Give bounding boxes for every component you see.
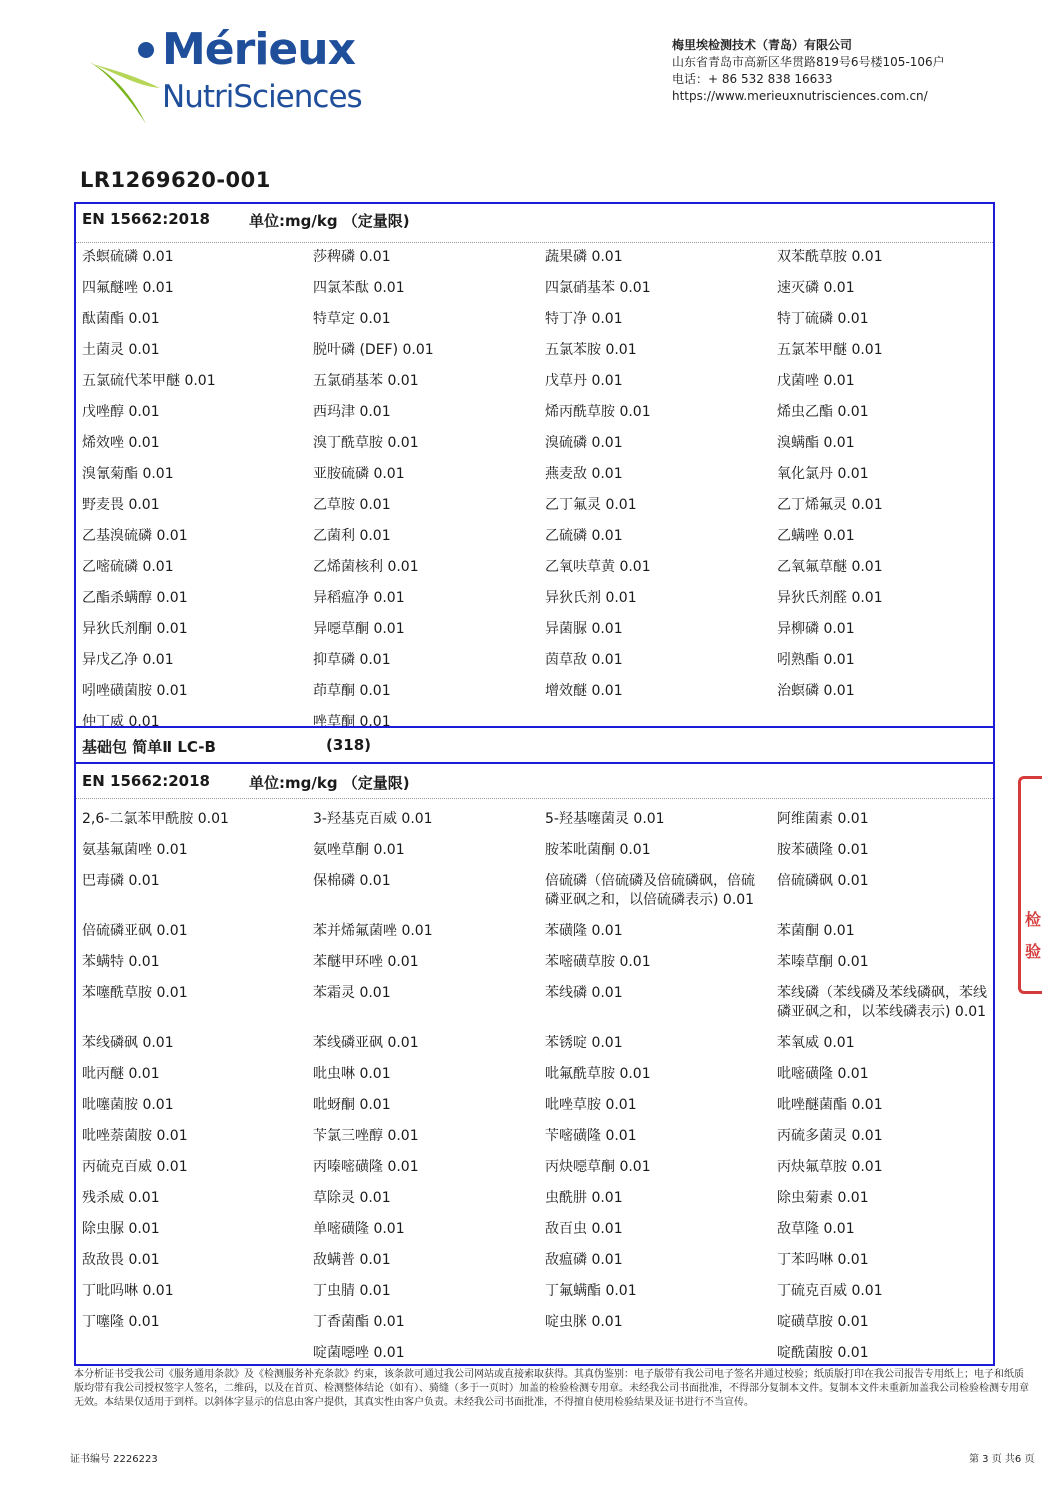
dotted-divider [76,798,993,799]
divider [76,726,993,728]
table-cell: 丁噻隆 0.01 [82,1314,160,1330]
disclaimer: 本分析证书受我公司《服务通用条款》及《检测服务补充条款》约束，该条款可通过我公司网站或直接索取获得。其真伪鉴别：电子版带有我公司电子签名并通过校验；纸质版打印在我公司报告专用纸上；电子和纸质版均带有我公司授权签字人签名，二维码，以及在首页、检测整体结论（如有）、骑缝（多于一页时）加盖的检验检测专用章。未经我公司书面批准，不得部分复制本文件。复制本文件未重新加盖我公司检验检测专用章无效。本结果仅适用于到样。以斜体字显示的信息由客户提供，其真实性由客户负责。未经我公司书面批准，不得擅自使用检验结果及证书进行不当宣传。 [74,1369,1029,1408]
table-cell: 特丁净 0.01 [545,311,623,327]
table-cell: 倍硫磷（倍硫磷及倍硫磷砜，倍硫磷亚砜之和，以倍硫磷表示) 0.01 [545,873,755,908]
table-cell [539,1340,771,1371]
table-cell: 巴毒磷 0.01 [82,873,160,889]
table-cell: 仲丁威 0.01 [82,714,160,730]
table-cell: 吡噻菌胺 0.01 [82,1097,174,1113]
table-cell: 丁氟螨酯 0.01 [545,1283,637,1299]
table-cell: 西玛津 0.01 [313,404,391,420]
table-cell: 溴氰菊酯 0.01 [82,466,174,482]
table-cell: 丙硫克百威 0.01 [82,1159,188,1175]
table-cell: 乙螨唑 0.01 [777,528,855,544]
table-cell: 五氯硝基苯 0.01 [313,373,419,389]
divider [76,762,993,764]
table-row [76,368,993,399]
table-cell: 苯氧威 0.01 [777,1035,855,1051]
table-cell: 乙基溴硫磷 0.01 [82,528,188,544]
table-cell: 溴硫磷 0.01 [545,435,623,451]
table-row [76,523,993,554]
table-row [76,647,993,678]
table-cell: 五氯苯甲醚 0.01 [777,342,883,358]
table-cell: 倍硫磷砜 0.01 [777,873,869,889]
table-cell: 乙氧氟草醚 0.01 [777,559,883,575]
table-cell: 燕麦敌 0.01 [545,466,623,482]
table-cell: 吲熟酯 0.01 [777,652,855,668]
table-cell: 虫酰肼 0.01 [545,1190,623,1206]
table-cell: 丙硫多菌灵 0.01 [777,1128,883,1144]
table-cell: 异稻瘟净 0.01 [313,590,405,606]
table-cell: 茚草酮 0.01 [313,683,391,699]
table-cell: 胺苯吡菌酮 0.01 [545,842,651,858]
table-cell: 烯效唑 0.01 [82,435,160,451]
table-cell: 草除灵 0.01 [313,1190,391,1206]
table-row [76,980,993,1030]
table-cell: 阿维菌素 0.01 [777,811,869,827]
table-cell: 双苯酰草胺 0.01 [777,249,883,265]
table-cell: 茵草敌 0.01 [545,652,623,668]
standard-label: EN 15662:2018 [82,772,210,790]
table-cell: 乙硫磷 0.01 [545,528,623,544]
table-cell: 异噁草酮 0.01 [313,621,405,637]
table-row [76,430,993,461]
certificate-number: 证书编号 2226223 [70,1454,158,1465]
table-cell: 异狄氏剂醛 0.01 [777,590,883,606]
table-row [76,1278,993,1309]
table-row [76,1154,993,1185]
table-cell: 酞菌酯 0.01 [82,311,160,327]
table-row [76,554,993,585]
table-cell: 溴螨酯 0.01 [777,435,855,451]
company-name: 梅里埃检测技术（青岛）有限公司 [672,38,853,52]
table-cell: 苯线磷 0.01 [545,985,623,1001]
section2-header [76,766,993,796]
brand-name: Mérieux [162,24,355,75]
table-cell: 异菌脲 0.01 [545,621,623,637]
table-cell: 唑草酮 0.01 [313,714,391,730]
table-cell: 啶菌噁唑 0.01 [313,1345,405,1361]
brand-subname: NutriSciences [162,79,362,115]
table-cell: 异柳磷 0.01 [777,621,855,637]
table-cell: 丁吡吗啉 0.01 [82,1283,174,1299]
table-cell: 乙草胺 0.01 [313,497,391,513]
package-row [76,730,993,762]
table-cell: 2,6-二氯苯甲酰胺 0.01 [82,811,229,827]
table-cell: 丙嗪嘧磺隆 0.01 [313,1159,419,1175]
table-cell: 吡虫啉 0.01 [313,1066,391,1082]
company-website[interactable]: https://www.merieuxnutrisciences.com.cn/ [672,89,928,103]
table-row [76,616,993,647]
table-cell: 土菌灵 0.01 [82,342,160,358]
table-row [76,275,993,306]
table-cell: 吡氟酰草胺 0.01 [545,1066,651,1082]
table-cell: 莎稗磷 0.01 [313,249,391,265]
table-cell: 敌敌畏 0.01 [82,1252,160,1268]
table-row [76,337,993,368]
table-cell: 苯磺隆 0.01 [545,923,623,939]
table-row [76,399,993,430]
table-cell: 蔬果磷 0.01 [545,249,623,265]
table-cell: 氨基氟菌唑 0.01 [82,842,188,858]
table-row [76,306,993,337]
company-info [672,37,945,105]
table-cell [76,1340,307,1371]
table-cell: 苯嘧磺草胺 0.01 [545,954,651,970]
table-cell: 苯嗪草酮 0.01 [777,954,869,970]
table-cell: 烯虫乙酯 0.01 [777,404,869,420]
table-row [76,1216,993,1247]
section2-grid [76,806,993,1371]
table-cell: 特草定 0.01 [313,311,391,327]
dotted-divider [76,242,993,243]
table-cell: 5-羟基噻菌灵 0.01 [545,811,665,827]
table-cell: 五氯苯胺 0.01 [545,342,637,358]
table-cell: 单嘧磺隆 0.01 [313,1221,405,1237]
table-cell: 苄嘧磺隆 0.01 [545,1128,637,1144]
company-phone: 电话：+ 86 532 838 16633 [672,72,833,86]
table-cell: 乙丁烯氟灵 0.01 [777,497,883,513]
standard-label: EN 15662:2018 [82,210,210,228]
table-row [76,837,993,868]
table-cell: 亚胺硫磷 0.01 [313,466,405,482]
table-cell: 保棉磷 0.01 [313,873,391,889]
table-cell: 丙炔氟草胺 0.01 [777,1159,883,1175]
table-cell: 异狄氏剂酮 0.01 [82,621,188,637]
table-row [76,244,993,275]
table-cell: 戊草丹 0.01 [545,373,623,389]
table-cell: 残杀威 0.01 [82,1190,160,1206]
results-table [74,202,995,1366]
table-cell: 苯霜灵 0.01 [313,985,391,1001]
seal-char: 检 [1025,910,1042,929]
unit-label: 单位:mg/kg （定量限) [249,774,410,792]
table-cell: 丁虫腈 0.01 [313,1283,391,1299]
seal-char: 验 [1025,942,1042,961]
table-cell: 增效醚 0.01 [545,683,623,699]
table-cell: 乙菌利 0.01 [313,528,391,544]
table-cell: 异戊乙净 0.01 [82,652,174,668]
table-cell: 啶酰菌胺 0.01 [777,1345,869,1361]
table-cell: 苯醚甲环唑 0.01 [313,954,419,970]
table-cell: 啶磺草胺 0.01 [777,1314,869,1330]
table-cell: 苯线磷砜 0.01 [82,1035,174,1051]
table-row [76,1247,993,1278]
package-count: (318) [326,736,372,754]
report-id: LR1269620-001 [80,168,271,192]
table-cell: 丁苯吗啉 0.01 [777,1252,869,1268]
table-cell: 除虫脲 0.01 [82,1221,160,1237]
table-row [76,585,993,616]
table-cell: 吲唑磺菌胺 0.01 [82,683,188,699]
table-cell: 吡唑草胺 0.01 [545,1097,637,1113]
table-cell: 苯螨特 0.01 [82,954,160,970]
table-cell: 氧化氯丹 0.01 [777,466,869,482]
table-cell: 四氯硝基苯 0.01 [545,280,651,296]
table-cell: 治螟磷 0.01 [777,683,855,699]
package-name: 基础包 简单Ⅱ LC-B [82,738,216,756]
table-cell: 苯噻酰草胺 0.01 [82,985,188,1001]
table-cell: 倍硫磷亚砜 0.01 [82,923,188,939]
table-cell: 敌瘟磷 0.01 [545,1252,623,1268]
table-cell: 胺苯磺隆 0.01 [777,842,869,858]
table-cell: 丁硫克百威 0.01 [777,1283,883,1299]
table-cell: 敌草隆 0.01 [777,1221,855,1237]
table-cell: 吡嘧磺隆 0.01 [777,1066,869,1082]
table-cell: 苯并烯氟菌唑 0.01 [313,923,433,939]
table-cell: 野麦畏 0.01 [82,497,160,513]
table-row [76,678,993,709]
table-cell: 乙氧呋草黄 0.01 [545,559,651,575]
table-row [76,1185,993,1216]
table-row [76,806,993,837]
table-row [76,1309,993,1340]
table-cell: 丁香菌酯 0.01 [313,1314,405,1330]
section1-header [76,204,993,234]
table-row [76,1092,993,1123]
table-row [76,868,993,918]
table-row [76,949,993,980]
table-row [76,918,993,949]
table-cell: 脱叶磷 (DEF) 0.01 [313,342,434,358]
table-cell: 吡唑萘菌胺 0.01 [82,1128,188,1144]
table-row [76,492,993,523]
table-cell: 啶虫脒 0.01 [545,1314,623,1330]
table-cell: 敌百虫 0.01 [545,1221,623,1237]
inspection-seal [1018,776,1042,994]
table-row [76,461,993,492]
table-cell: 五氯硫代苯甲醚 0.01 [82,373,216,389]
page-number: 第 3 页 共6 页 [969,1454,1035,1465]
table-cell: 苯线磷亚砜 0.01 [313,1035,419,1051]
table-cell: 苯菌酮 0.01 [777,923,855,939]
table-cell: 乙烯菌核利 0.01 [313,559,419,575]
table-cell: 烯丙酰草胺 0.01 [545,404,651,420]
unit-label: 单位:mg/kg （定量限) [249,212,410,230]
table-cell: 四氟醚唑 0.01 [82,280,174,296]
table-cell: 苄氯三唑醇 0.01 [313,1128,419,1144]
table-cell: 异狄氏剂 0.01 [545,590,637,606]
table-cell: 吡蚜酮 0.01 [313,1097,391,1113]
table-cell: 乙嘧硫磷 0.01 [82,559,174,575]
table-cell: 四氯苯酞 0.01 [313,280,405,296]
table-cell: 3-羟基克百威 0.01 [313,811,433,827]
table-cell: 除虫菊素 0.01 [777,1190,869,1206]
table-row [76,1340,993,1371]
table-cell: 速灭磷 0.01 [777,280,855,296]
table-cell: 苯线磷（苯线磷及苯线磷砜，苯线磷亚砜之和，以苯线磷表示) 0.01 [777,985,987,1020]
table-cell: 丙炔噁草酮 0.01 [545,1159,651,1175]
table-cell: 吡丙醚 0.01 [82,1066,160,1082]
section1-grid [76,244,993,740]
table-cell: 敌螨普 0.01 [313,1252,391,1268]
table-cell: 氨唑草酮 0.01 [313,842,405,858]
table-cell: 乙酯杀螨醇 0.01 [82,590,188,606]
company-logo [84,24,362,126]
table-cell: 吡唑醚菌酯 0.01 [777,1097,883,1113]
table-cell: 戊唑醇 0.01 [82,404,160,420]
table-row [76,1061,993,1092]
leaf-icon [84,34,164,126]
table-cell: 苯锈啶 0.01 [545,1035,623,1051]
table-row [76,1030,993,1061]
table-cell: 溴丁酰草胺 0.01 [313,435,419,451]
table-cell: 乙丁氟灵 0.01 [545,497,637,513]
table-cell: 戊菌唑 0.01 [777,373,855,389]
table-cell: 抑草磷 0.01 [313,652,391,668]
table-row [76,1123,993,1154]
company-address: 山东省青岛市高新区华贯路819号6号楼105-106户 [672,55,945,69]
table-cell: 特丁硫磷 0.01 [777,311,869,327]
table-cell: 杀螟硫磷 0.01 [82,249,174,265]
